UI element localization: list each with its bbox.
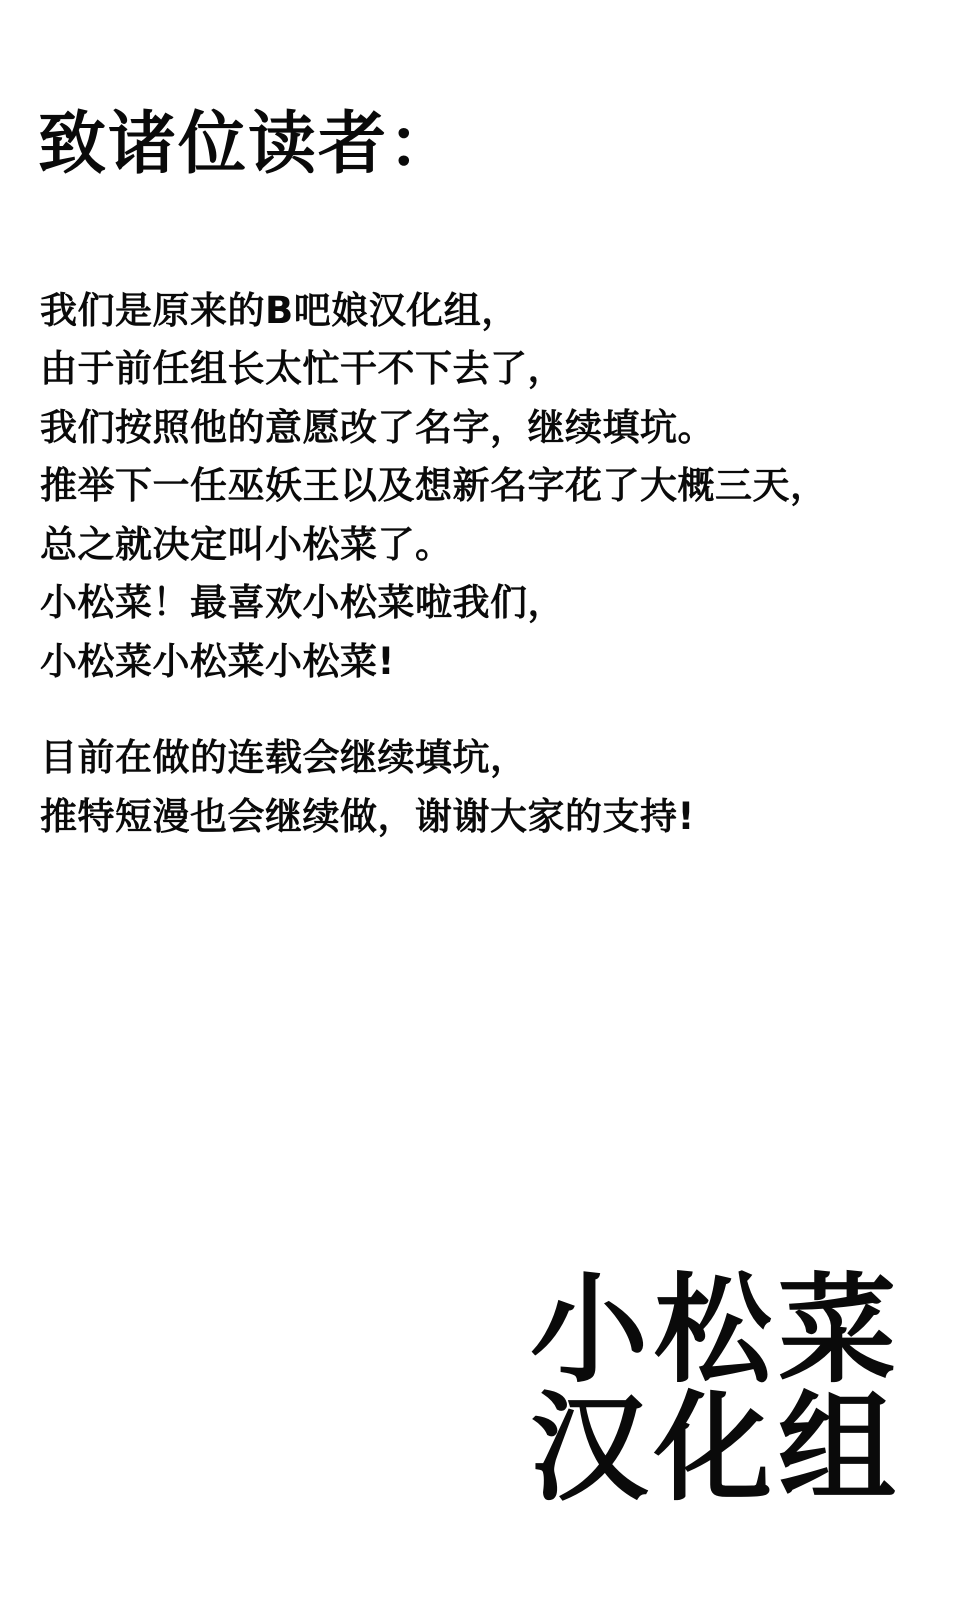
group-signature [529,1260,902,1517]
page-title: 致诸位读者： [38,104,459,184]
body-text [40,282,920,846]
signature-line-1: 小松菜 [529,1260,902,1400]
body-line: 我们是原来的B吧娘汉化组， [40,289,519,332]
body-line: 推特短漫也会继续做，谢谢大家的支持! [40,794,695,838]
signature-line-2: 汉化组 [529,1377,902,1517]
body-line: 由于前任组长太忙干不下去了， [40,347,565,391]
paragraph-spacer [40,691,920,729]
body-line: 小松菜小松菜小松菜! [40,639,395,683]
body-line: 小松菜！最喜欢小松菜啦我们， [40,581,565,625]
body-line: 目前在做的连载会继续填坑， [40,736,528,780]
body-line: 总之就决定叫小松菜了。 [40,522,453,566]
body-line: 我们按照他的意愿改了名字，继续填坑。 [40,405,715,449]
body-line: 推举下一任巫妖王以及想新名字花了大概三天， [40,464,828,508]
